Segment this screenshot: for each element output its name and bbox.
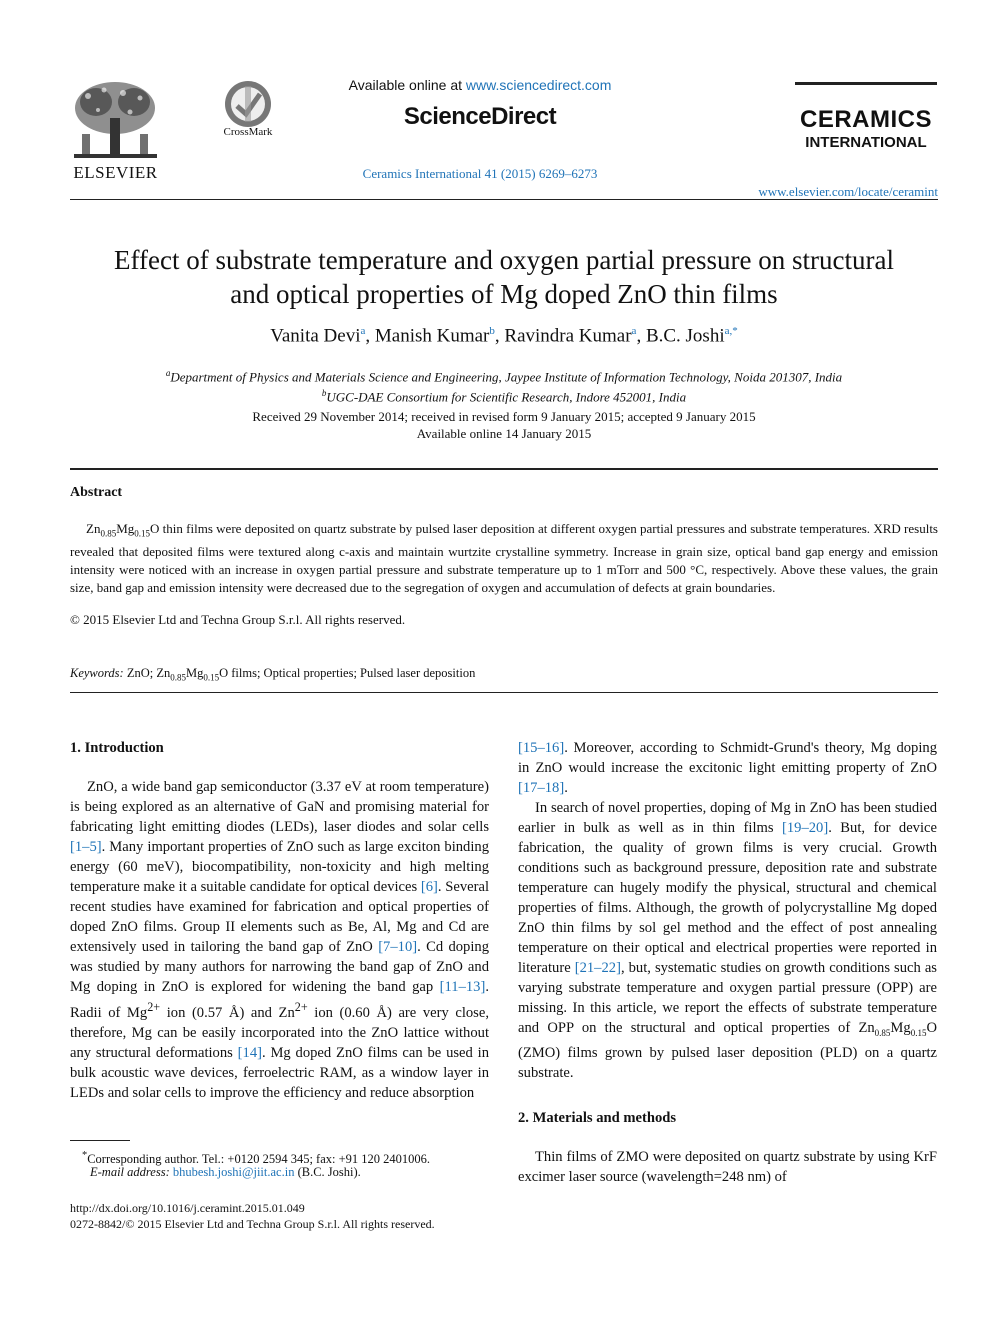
text-run: (ZMO) films grown by pulsed laser deposition (PLD) on a quartz substrate. — [518, 1044, 937, 1081]
title-line-2: and optical properties of Mg doped ZnO thin films — [230, 279, 778, 309]
citation-link[interactable]: [1–5] — [70, 839, 102, 855]
online-date: Available online 14 January 2015 — [416, 426, 592, 441]
email-suffix: (B.C. Joshi). — [294, 1165, 361, 1179]
affil-text: UGC-DAE Consortium for Scientific Research, Indore 452001, India — [326, 389, 687, 405]
citation-link[interactable]: [11–13] — [439, 979, 486, 995]
formula-part: Mg — [890, 1020, 911, 1036]
author-name: Manish Kumar — [374, 325, 490, 347]
text-run: ZnO, a wide band gap semiconductor (3.37 eV at room temperature) is being explored as an alternative of GaN and promising material for fabricating light emitting diodes (LEDs), laser diodes and solar cells — [70, 779, 489, 835]
journal-homepage-link[interactable]: www.elsevier.com/locate/ceramint — [758, 184, 938, 199]
author-affil-mark[interactable]: b — [489, 325, 495, 337]
journal-logo-bar — [795, 82, 937, 85]
citation-link[interactable]: [15–16] — [518, 740, 565, 756]
affil-mark: a — [165, 368, 171, 378]
text-run: . Radii of Mg — [70, 979, 489, 1021]
text-run: . Cd doping was studied by many authors for narrowing the band gap of ZnO and Mg doping in ZnO is explored for widening the band gap — [70, 939, 489, 995]
text-run: . Many important properties of ZnO such as large exciton binding energy (60 meV), biocompatibility, non-toxicity and high melting temperature make it a suitable candidate for optical devices — [70, 839, 489, 895]
sciencedirect-link[interactable]: www.sciencedirect.com — [465, 77, 612, 93]
author-name: Vanita Devi — [270, 325, 361, 347]
citation-link[interactable]: [21–22] — [574, 960, 621, 976]
citation-link[interactable]: [19–20] — [781, 820, 829, 836]
email-link[interactable]: bhubesh.joshi@jiit.ac.in — [172, 1165, 295, 1179]
text-run: . — [564, 780, 568, 796]
citation-link[interactable]: [7–10] — [378, 939, 418, 955]
header-divider — [70, 199, 938, 200]
available-online — [300, 77, 660, 93]
keyword: films; Optical properties; Pulsed laser deposition — [228, 666, 476, 680]
formula-part: O — [219, 666, 229, 680]
author-name: B.C. Joshi — [645, 325, 725, 347]
formula-part: Mg — [185, 666, 204, 680]
article-dates — [70, 408, 938, 442]
formula-part: Zn — [86, 521, 101, 536]
body-divider — [70, 692, 938, 693]
journal-logo-line1: CERAMICS — [799, 106, 932, 133]
crossmark-label: CrossMark — [223, 126, 273, 138]
keywords-label: Keywords: — [70, 666, 124, 680]
formula-part: Zn — [858, 1020, 875, 1036]
abstract-body — [70, 520, 938, 597]
formula-part: Zn — [156, 666, 171, 680]
issn-copyright: 0272-8842/© 2015 Elsevier Ltd and Techna Group S.r.l. All rights reserved. — [70, 1217, 435, 1231]
citation-link[interactable]: [17–18] — [518, 780, 565, 796]
affiliations — [70, 365, 938, 406]
formula-part: O — [926, 1020, 937, 1036]
email-label: E-mail address: — [90, 1165, 173, 1179]
author-affil-mark[interactable]: a — [631, 325, 637, 337]
formula-part: O — [150, 521, 160, 536]
abstract-heading: Abstract — [70, 485, 123, 500]
formula-sub: 0.15 — [134, 528, 151, 539]
journal-logo-line2: INTERNATIONAL — [805, 134, 927, 151]
abstract-copyright: © 2015 Elsevier Ltd and Techna Group S.r.l. All rights reserved. — [70, 612, 406, 627]
citation-link[interactable]: [14] — [237, 1044, 262, 1061]
title-line-1: Effect of substrate temperature and oxygen partial pressure on structural — [114, 245, 894, 275]
author-affil-mark[interactable]: a,* — [724, 325, 738, 337]
keyword: ZnO; — [123, 666, 157, 680]
doi-link[interactable]: http://dx.doi.org/10.1016/j.ceramint.2015.01.049 — [70, 1201, 305, 1215]
publisher-name: ELSEVIER — [73, 163, 158, 182]
intro-paragraph-1-cont — [518, 738, 937, 798]
charge-sup: 2+ — [294, 1000, 308, 1014]
formula-part: Mg — [116, 521, 135, 536]
affiliation-b — [70, 385, 938, 405]
sciencedirect-logo: ScienceDirect — [403, 103, 557, 130]
intro-paragraph-1 — [70, 777, 489, 1103]
text-run: . Moreover, according to Schmidt-Grund's theory, Mg doping in ZnO would increase the excitonic light emitting property of ZnO — [518, 740, 937, 776]
text-run: . Several recent studies have examined for fabrication and optical properties of doped ZnO films. Group II elements such as Be, Al, Mg and Cd are extensively used in tailoring the band gap of ZnO — [70, 879, 490, 955]
affil-mark: b — [321, 388, 327, 399]
formula-sub: 0.15 — [203, 672, 220, 683]
doi-block — [70, 1200, 550, 1232]
charge-sup: 2+ — [147, 1000, 161, 1014]
section-heading-introduction: 1. Introduction — [70, 740, 164, 756]
formula-sub: 0.85 — [170, 672, 186, 683]
text-run: . But, for device fabrication, the quality of grown films is very crucial. Growth conditions such as background pressure, deposition rate and substrate temperature can hugely modify the physical, structural and chemical properties of films. Although, the growth of polycrystalline Mg doped ZnO thin films by sol gel method and the effect of post annealing temperature on their optical and electrical properties were reported in literature — [518, 820, 937, 976]
text-run: In search of novel properties, doping of Mg in ZnO has been studied earlier in bulk as well as in thin films — [518, 800, 937, 836]
text-run: ion (0.57 Å) and Zn — [160, 1004, 295, 1021]
abstract-text: thin films were deposited on quartz substrate by pulsed laser deposition at different oxygen partial pressures and substrate temperatures. XRD results revealed that deposited films were textured along c-axis and maintain wurtzite crystalline symmetry. Increase in grain size, optical band gap energy and emission intensity were noticed with an increase in oxygen partial pressure and substrate temperature up to 1 mTorr and 500 °C, respectively. Above these values, the grain size, band gap and emission intensity were decreased due to the segregation of oxygen and accumulation of defects at grain boundaries. — [70, 521, 938, 595]
journal-reference-link[interactable]: Ceramics International 41 (2015) 6269–6273 — [362, 166, 598, 181]
formula-sub: 0.85 — [100, 528, 117, 539]
footnote-text: Corresponding author. Tel.: +0120 2594 345; fax: +91 120 2401006. — [87, 1152, 431, 1167]
footnote-mark: * — [82, 1150, 88, 1161]
methods-paragraph-1: Thin films of ZMO were deposited on quartz substrate by using KrF excimer laser source (wavelength=248 nm) of — [518, 1148, 937, 1185]
affil-text: Department of Physics and Materials Science and Engineering, Jaypee Institute of Information Technology, Noida 201307, India — [170, 369, 843, 385]
affiliation-a — [70, 365, 938, 385]
text-run: , but, systematic studies on growth conditions such as varying substrate temperature and oxygen partial pressure (OPP) are missing. In this article, we report the effects of substrate temperature and OPP on the structural and optical properties of — [518, 960, 937, 1036]
author-affil-mark[interactable]: a — [360, 325, 366, 337]
received-dates: Received 29 November 2014; received in revised form 9 January 2015; accepted 9 January 2015 — [252, 409, 756, 424]
footnote-divider — [70, 1140, 130, 1141]
column-right — [518, 738, 937, 1187]
article-title — [70, 243, 938, 311]
keywords — [70, 666, 938, 683]
formula-sub: 0.15 — [910, 1027, 927, 1038]
email-note — [70, 1164, 490, 1180]
section-heading-methods: 2. Materials and methods — [518, 1109, 677, 1126]
author-list: Vanita Devi$^a$, Manish Kumar$^b$, Ravindra Kumar$^a$, B.C. Joshi$^{a,*}$ — [270, 325, 738, 347]
formula-sub: 0.85 — [874, 1027, 891, 1038]
citation-link[interactable]: [6] — [420, 879, 438, 895]
column-left — [70, 738, 489, 1103]
available-prefix: Available online at — [348, 77, 466, 93]
text-run: ion (0.60 Å) are very close, therefore, Mg can be easily incorporated into the ZnO lattice without any structural deformations — [70, 1004, 489, 1061]
intro-paragraph-2 — [518, 798, 937, 1083]
abstract-divider — [70, 468, 938, 470]
text-run: . Mg doped ZnO films can be used in bulk acoustic wave devices, ferroelectric RAM, as a window layer in LEDs and solar cells to improve the efficiency and reduce absorption — [70, 1044, 490, 1101]
author-name: Ravindra Kumar — [504, 325, 632, 347]
